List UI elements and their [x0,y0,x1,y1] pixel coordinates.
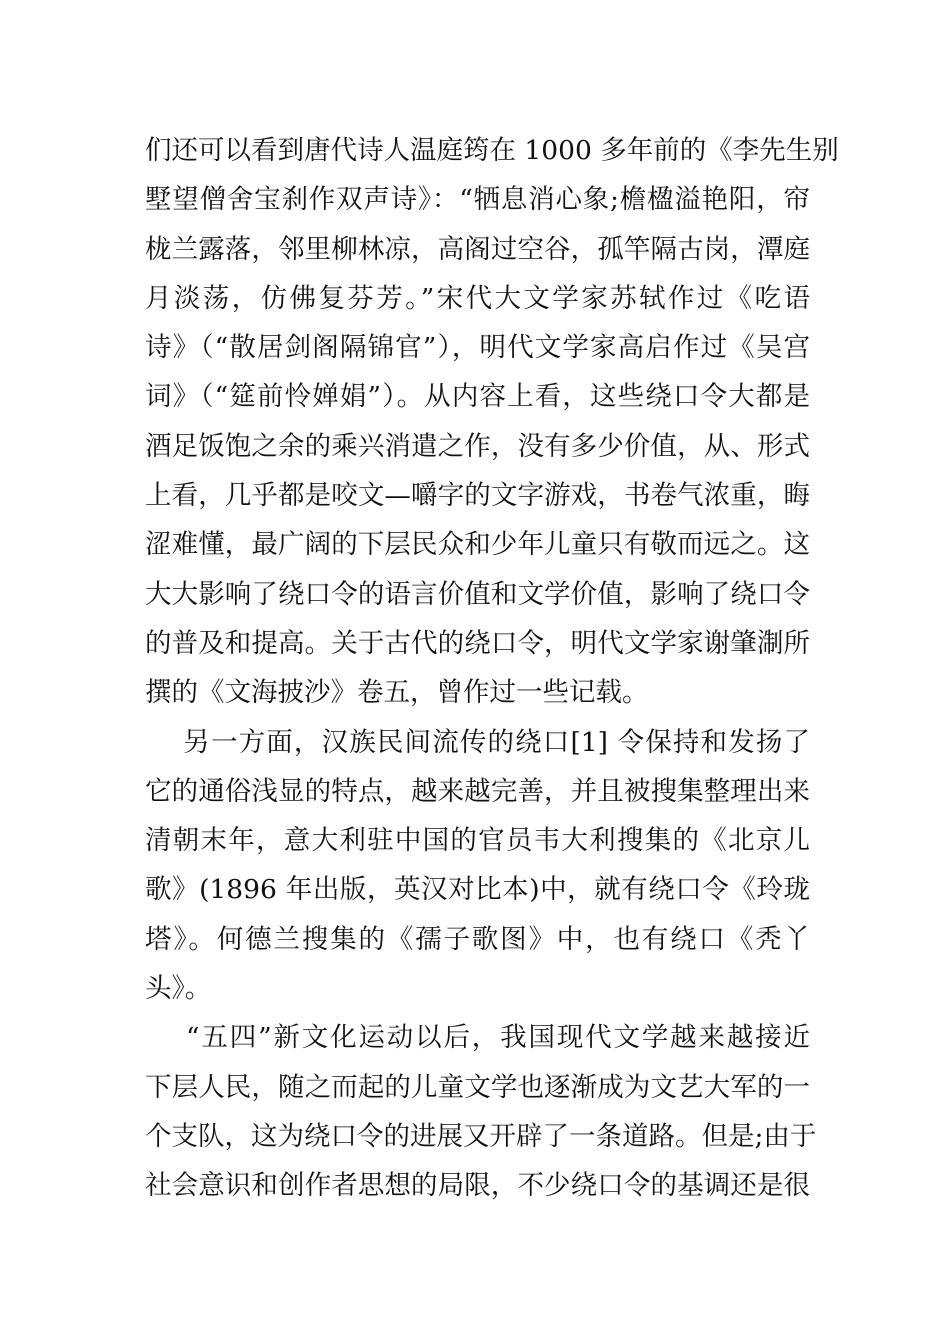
text-line: 月淡荡，仿佛复芬芳。”宋代大文学家苏轼作过《吃语 [145,282,810,314]
text-line: 们还可以看到唐代诗人温庭筠在 1000 多年前的《李先生别 [145,135,839,166]
text-line: 塔》。何德兰搜集的《孺子歌图》中，也有绕口《秃丫 [145,923,810,955]
text-line: 个支队，这为绕口令的进展又开辟了一条道路。但是;由于 [145,1120,817,1152]
text-line: 酒足饭饱之余的乘兴消遣之作，没有多少价值，从、形式 [145,430,810,462]
text-line: 下层人民，随之而起的儿童文学也逐渐成为文艺大军的一 [145,1071,810,1103]
text-line: 上看，几乎都是咬文—嚼字的文字游戏，书卷气浓重，晦 [145,480,810,512]
text-line: 歌》(1896 年出版，英汉对比本)中，就有绕口令《玲珑 [145,874,810,906]
text-line: 涩难懂，最广阔的下层民众和少年儿童只有敬而远之。这 [145,529,810,561]
text-line: 诗》（“散居剑阁隔锦官”），明代文学家高启作过《吴宫 [145,332,810,364]
text-line: 栊兰露落，邻里柳林凉，高阁过空谷，孤竿隔古岗，潭庭 [145,233,810,265]
text-line: 社会意识和创作者思想的局限，不少绕口令的基调还是很 [145,1170,810,1202]
text-line: 的普及和提高。关于古代的绕口令，明代文学家谢肇淛所 [145,627,810,659]
text-line: 清朝末年，意大利驻中国的官员韦大利搜集的《北京儿 [145,825,810,857]
text-line: 大大影响了绕口令的语言价值和文学价值，影响了绕口令 [145,578,810,610]
text-line: 撰的《文海披沙》卷五，曾作过一些记载。 [145,677,649,709]
text-line: 另一方面，汉族民间流传的绕口[1] 令保持和发扬了 [145,726,810,758]
text-line: “五四”新文化运动以后，我国现代文学越来越接近 [145,1022,810,1054]
body-text [145,126,839,1211]
text-line: 它的通俗浅显的特点，越来越完善，并且被搜集整理出来 [145,775,810,807]
text-line: 词》（“筵前怜婵娟”）。从内容上看，这些绕口令大都是 [145,381,810,413]
text-line: 头》。 [145,973,212,1005]
text-line: 墅望僧舍宝刹作双声诗》：“牺息消心象;檐楹溢艳阳，帘 [145,184,810,216]
